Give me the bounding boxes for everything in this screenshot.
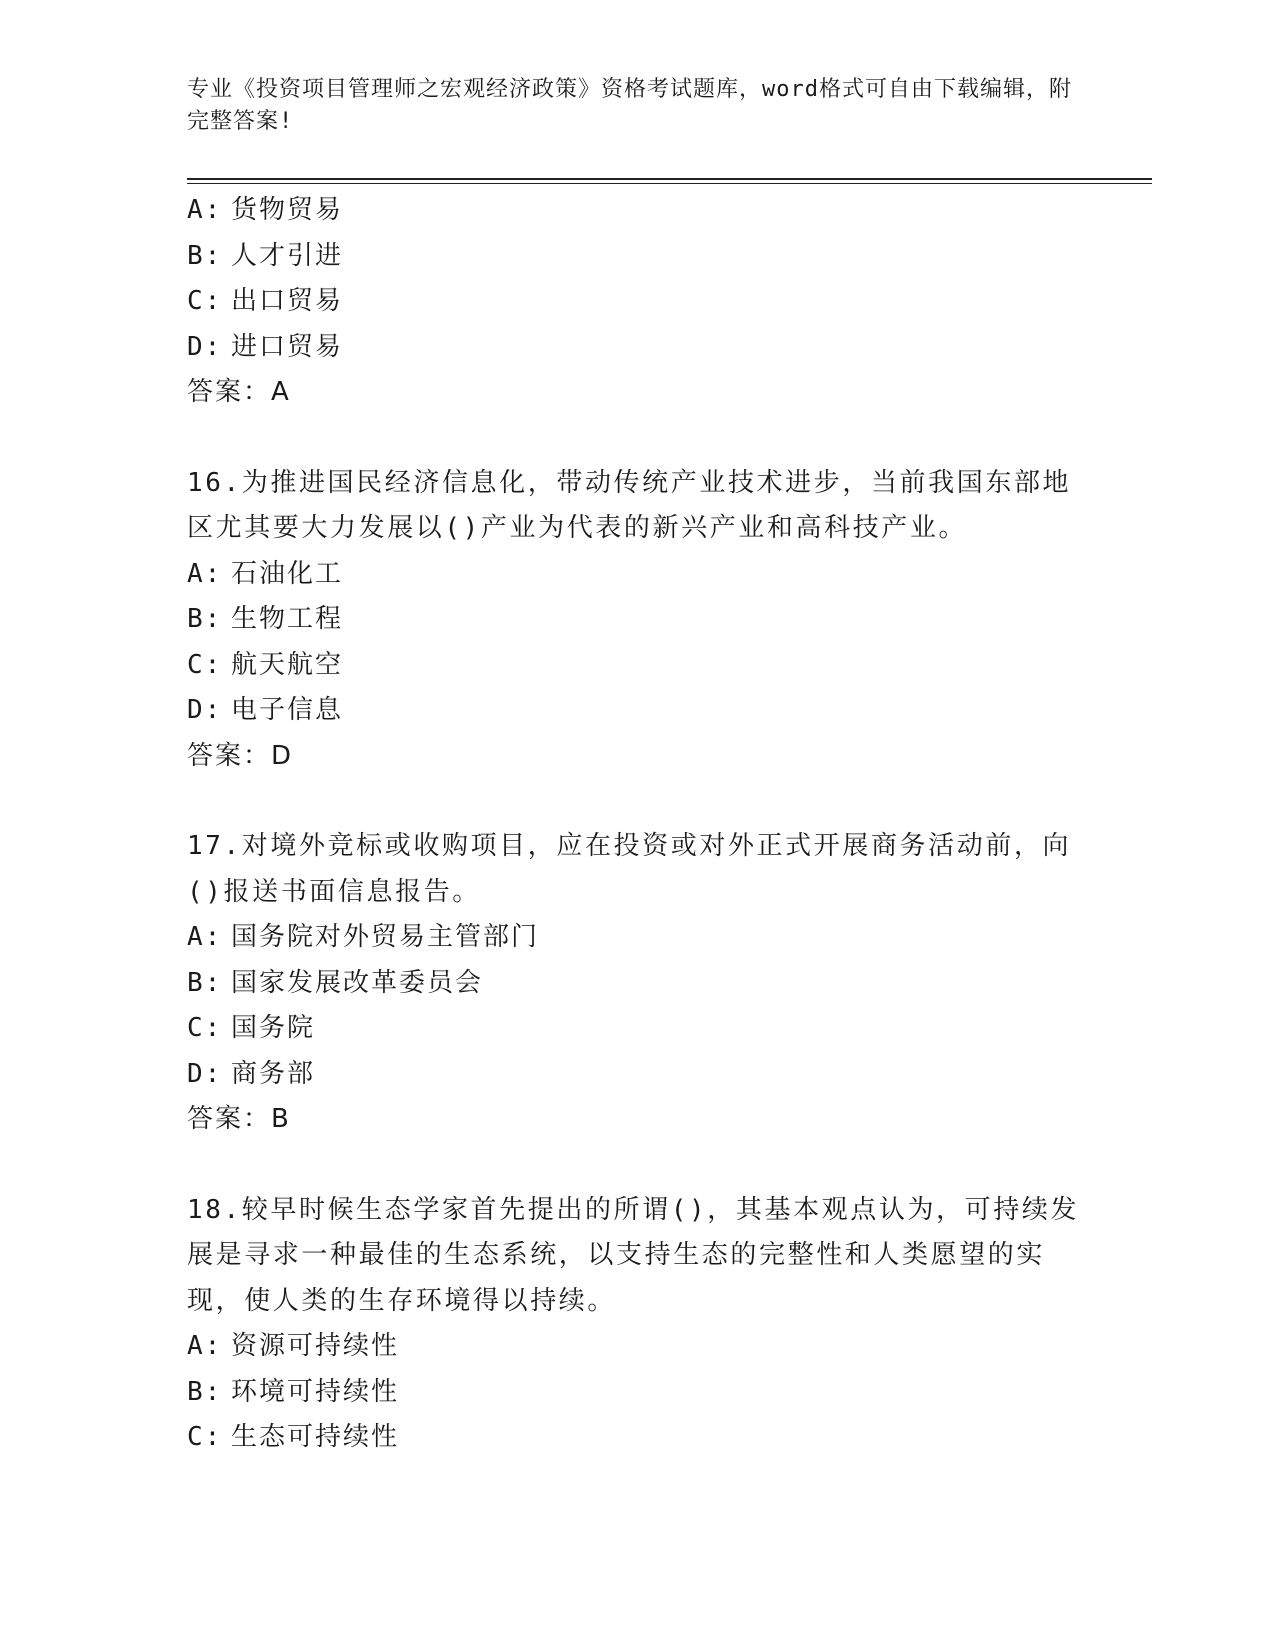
option-c [187, 643, 1087, 689]
answer-line: 答案：D [187, 740, 294, 771]
question-block-q16 [187, 461, 1087, 780]
option-text: 商务部 [231, 1058, 316, 1089]
question-list [187, 188, 1087, 1461]
option-a [187, 188, 1087, 234]
option-d [187, 688, 1087, 734]
option-a [187, 1324, 1087, 1370]
option-b [187, 234, 1087, 280]
option-letter: A: [187, 558, 223, 589]
option-letter: B: [187, 967, 223, 998]
option-a [187, 552, 1087, 598]
option-text: 国务院 [231, 1013, 316, 1043]
option-text: 货物贸易 [231, 195, 344, 225]
option-text: 进口贸易 [231, 331, 344, 362]
question-block-q18 [187, 1188, 1087, 1461]
option-letter: C: [187, 649, 223, 680]
option-text: 环境可持续性 [231, 1376, 400, 1407]
answer-line: 答案：A [187, 377, 291, 407]
option-text: 电子信息 [231, 695, 344, 725]
option-text: 生物工程 [231, 604, 344, 634]
option-letter: D: [187, 695, 223, 725]
option-d [187, 1052, 1087, 1098]
option-b [187, 1370, 1087, 1416]
option-text: 国家发展改革委员会 [231, 967, 484, 998]
header-divider-thin [187, 183, 1152, 184]
option-c [187, 1006, 1087, 1052]
option-letter: A: [187, 1331, 223, 1361]
option-b [187, 597, 1087, 643]
question-text: 18.较早时候生态学家首先提出的所谓()，其基本观点认为，可持续发展是寻求一种最佳的生态系统，以支持生态的完整性和人类愿望的实现，使人类的生存环境得以持续。 [187, 1194, 1080, 1316]
option-letter: D: [187, 331, 223, 362]
option-text: 资源可持续性 [231, 1331, 400, 1361]
document-header: 专业《投资项目管理师之宏观经济政策》资格考试题库，word格式可自由下载编辑，附完整答案! [187, 77, 1072, 134]
option-d [187, 325, 1087, 371]
question-block-q17 [187, 824, 1087, 1143]
option-letter: B: [187, 604, 223, 634]
option-letter: C: [187, 1422, 223, 1452]
option-letter: C: [187, 286, 223, 316]
option-letter: B: [187, 1376, 223, 1407]
option-letter: A: [187, 922, 223, 952]
option-text: 人才引进 [231, 240, 344, 271]
option-text: 航天航空 [231, 649, 344, 680]
option-c [187, 1415, 1087, 1461]
option-a [187, 915, 1087, 961]
question-text: 16.为推进国民经济信息化，带动传统产业技术进步，当前我国东部地区尤其要大力发展以()产业为代表的新兴产业和高科技产业。 [187, 467, 1072, 543]
question-text: 17.对境外竞标或收购项目，应在投资或对外正式开展商务活动前，向()报送书面信息报告。 [187, 831, 1072, 907]
option-text: 石油化工 [231, 558, 344, 589]
option-text: 生态可持续性 [231, 1422, 400, 1452]
option-letter: A: [187, 195, 223, 225]
header-divider-thick [187, 178, 1152, 180]
answer-line: 答案：B [187, 1104, 291, 1134]
option-letter: B: [187, 240, 223, 271]
question-block-q15 [187, 188, 1087, 416]
option-text: 出口贸易 [231, 286, 344, 316]
option-text: 国务院对外贸易主管部门 [231, 922, 540, 952]
option-b [187, 961, 1087, 1007]
option-letter: D: [187, 1058, 223, 1089]
option-c [187, 279, 1087, 325]
option-letter: C: [187, 1013, 223, 1043]
